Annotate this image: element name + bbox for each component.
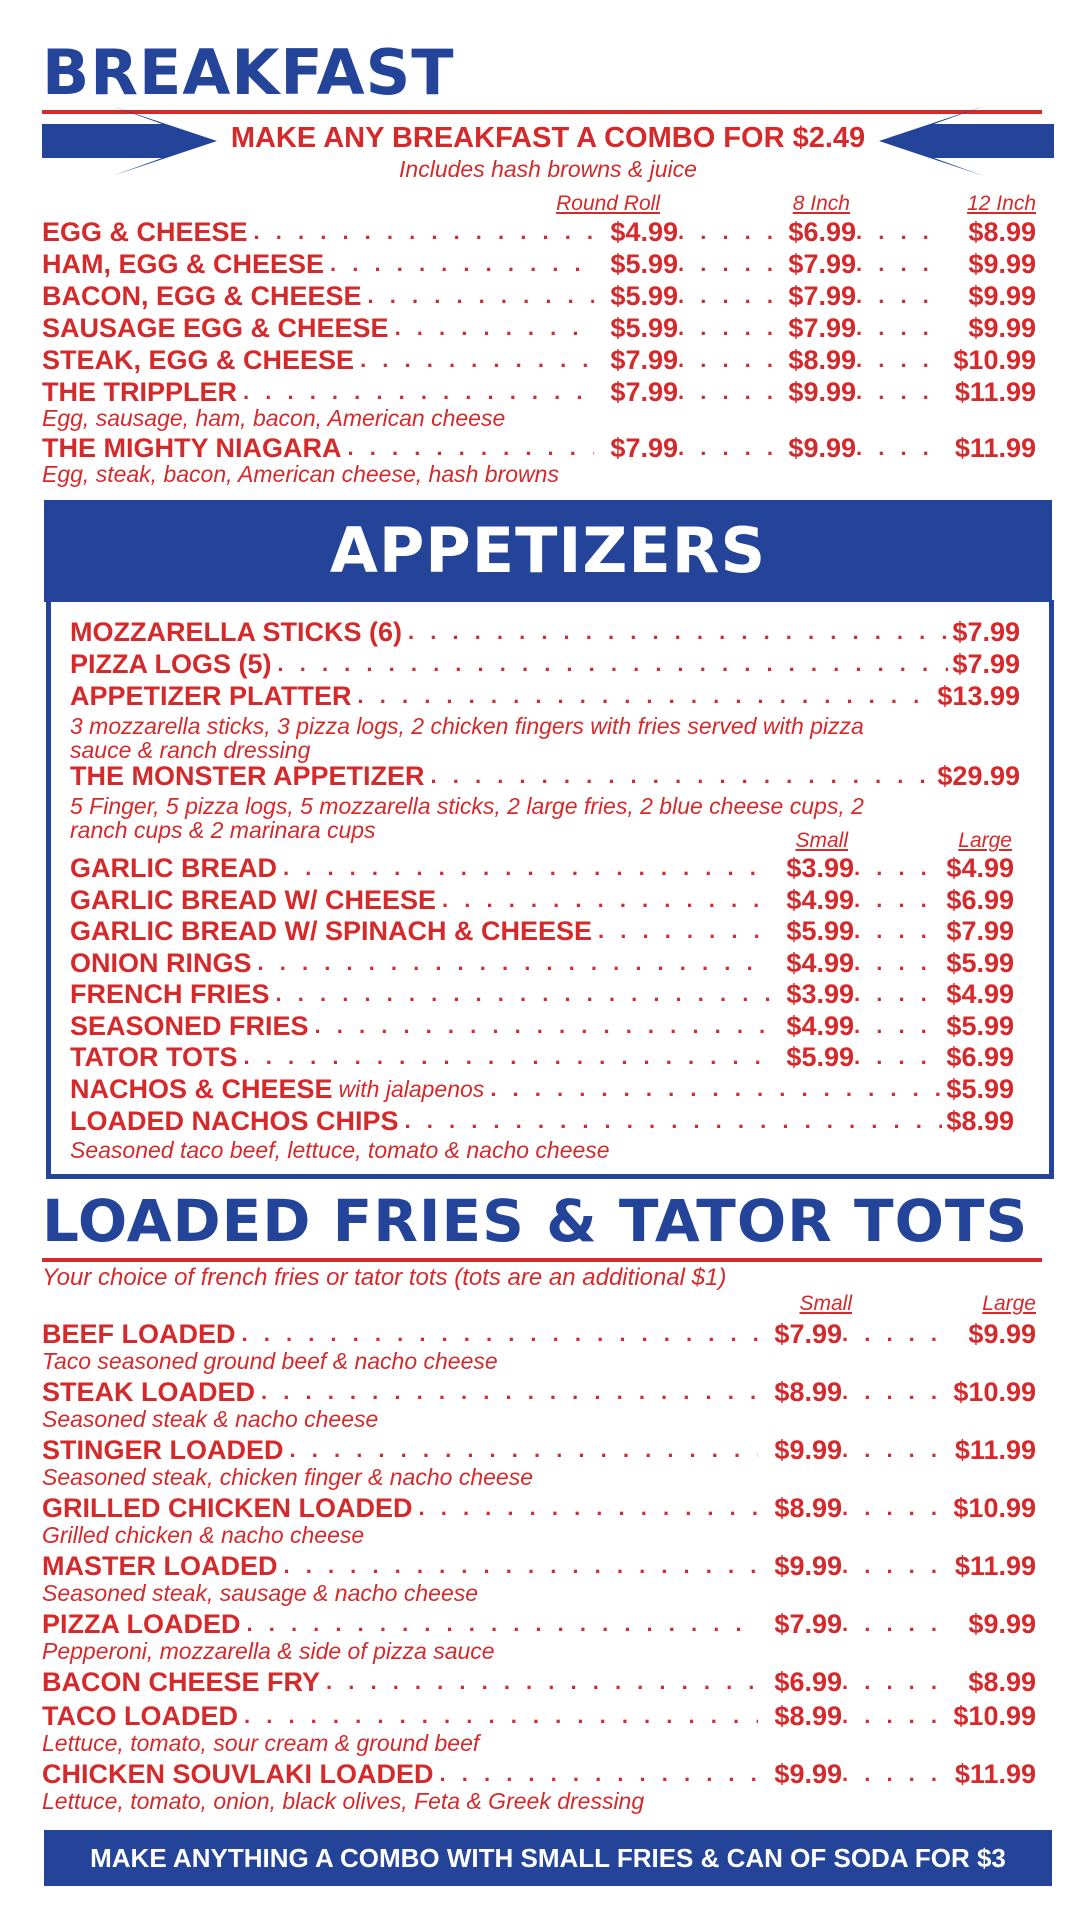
appetizers-header [44,500,1052,602]
loaded-item-row [42,1666,1036,1698]
item-description: sauce & ranch dressing [70,737,311,763]
item-name: GRILLED CHICKEN LOADED [42,1493,413,1523]
item-name: NACHOS & CHEESE [70,1074,333,1104]
item-name: GARLIC BREAD W/ CHEESE [70,884,437,915]
item-name: GARLIC BREAD [70,853,277,883]
dot-leader [842,1666,936,1698]
price-small: $8.99 [774,1377,842,1407]
breakfast-heading: BREAKFAST [42,36,455,109]
dot-leader [842,1376,936,1408]
price-large: $11.99 [954,1435,1036,1465]
loaded-nachos-row [70,1105,1014,1137]
dot-leader [856,312,936,344]
item-name: STINGER LOADED [42,1435,284,1465]
item-description: Taco seasoned ground beef & nacho cheese [42,1348,498,1374]
loaded-item-row [42,1758,1036,1790]
appetizer-item-row [70,616,1020,648]
dot-leader [856,376,936,408]
price-small: $5.99 [786,1042,854,1072]
breakfast-item-row [42,376,1036,408]
price-round-roll: $5.99 [610,249,678,279]
price-large: $7.99 [946,916,1014,946]
dot-leader [678,344,772,376]
item-description: Seasoned steak, sausage & nacho cheese [42,1580,479,1606]
dot-leader [678,432,772,464]
price-large: $6.99 [946,884,1014,915]
loaded-item-row [42,1492,1036,1524]
item-name: BACON CHEESE FRY [42,1667,321,1697]
dot-leader [856,280,936,312]
footer-banner [44,1830,1052,1886]
appetizer-sized-row [70,978,1014,1010]
item-description: Pepperoni, mozzarella & side of pizza sauce [42,1638,495,1664]
item-name: THE TRIPPLER [42,377,238,407]
dot-leader [678,376,772,408]
appetizer-sized-row [70,947,1014,979]
price-large: $11.99 [954,1551,1036,1581]
item-price: $5.99 [946,1074,1014,1104]
item-name: GARLIC BREAD W/ SPINACH & CHEESE [70,916,593,946]
price-8-inch: $9.99 [788,433,856,463]
item-name: HAM, EGG & CHEESE [42,249,325,279]
price-large: $10.99 [953,1701,1036,1731]
item-name: THE MONSTER APPETIZER [70,761,425,791]
dot-leader [368,280,594,312]
item-name: ONION RINGS [70,947,252,978]
item-name: BEEF LOADED [42,1319,236,1349]
item-name: SAUSAGE EGG & CHEESE [42,313,389,343]
price-8-inch: $7.99 [788,281,856,311]
dot-leader [419,1492,759,1524]
dot-leader [330,248,594,280]
item-name: EGG & CHEESE [42,217,248,247]
appetizer-item-row [70,680,1020,712]
dot-leader [854,884,934,916]
item-name: TATOR TOTS [70,1042,238,1072]
price-8-inch: $8.99 [788,345,856,375]
loaded-item-row [42,1700,1036,1732]
col-8-inch: 8 Inch [792,192,850,215]
dot-leader [261,1376,758,1408]
price-large: $11.99 [954,1759,1036,1789]
price-large: $9.99 [968,1319,1036,1349]
price-small: $8.99 [774,1493,842,1523]
dot-leader [842,1758,936,1790]
dot-leader [243,376,594,408]
dot-leader [405,1105,943,1137]
dot-leader [842,1700,936,1732]
item-price: $29.99 [937,761,1020,791]
price-small: $4.99 [786,1010,854,1041]
dot-leader [276,978,770,1010]
dot-leader [678,248,772,280]
price-round-roll: $5.99 [610,281,678,311]
dot-leader [598,915,770,947]
breakfast-item-row [42,344,1036,376]
item-name: FRENCH FRIES [70,979,270,1009]
item-name: PIZZA LOGS (5) [70,649,272,679]
item-description: Seasoned steak, chicken finger & nacho cheese [42,1464,533,1490]
item-name: STEAK, EGG & CHEESE [42,345,355,375]
item-description: Seasoned taco beef, lettuce, tomato & nacho cheese [70,1137,610,1163]
price-round-roll: $5.99 [610,313,678,343]
breakfast-item-row [42,312,1036,344]
appetizer-sized-row [70,852,1014,884]
item-description: Grilled chicken & nacho cheese [42,1522,365,1548]
price-12-inch: $10.99 [953,345,1036,375]
dot-leader [842,1608,936,1640]
item-description: 5 Finger, 5 pizza logs, 5 mozzarella sticks, 2 large fries, 2 blue cheese cups, 2 [70,793,864,819]
appetizer-col-small: Small [795,829,848,852]
dot-leader [678,216,772,248]
price-large: $4.99 [946,853,1014,883]
dot-leader [842,1434,936,1466]
price-small: $3.99 [786,853,854,883]
appetizer-item-row [70,760,1020,792]
price-large: $4.99 [946,979,1014,1009]
dot-leader [856,344,936,376]
item-name: BACON, EGG & CHEESE [42,281,362,311]
item-name: LOADED NACHOS CHIPS [70,1106,399,1136]
price-small: $8.99 [774,1701,842,1731]
dot-leader [856,216,936,248]
price-small: $3.99 [786,979,854,1009]
price-8-inch: $9.99 [788,377,856,407]
combo-banner [42,106,1054,182]
item-price: $7.99 [952,617,1020,647]
loaded-subtitle: Your choice of french fries or tator tots (tots are an additional $1) [42,1264,727,1291]
item-name: MASTER LOADED [42,1551,278,1581]
price-small: $9.99 [774,1435,842,1465]
price-12-inch: $11.99 [954,377,1036,407]
appetizer-sized-row [70,884,1014,916]
col-round-roll: Round Roll [556,192,660,215]
price-small: $6.99 [774,1667,842,1697]
appetizer-sized-row [70,915,1014,947]
dot-leader [244,1700,758,1732]
dot-leader [258,947,770,979]
dot-leader [431,760,934,792]
col-12-inch: 12 Inch [967,192,1036,215]
dot-leader [244,1041,771,1073]
loaded-item-row [42,1318,1036,1350]
breakfast-item-row [42,216,1036,248]
dot-leader [326,1666,758,1698]
price-large: $9.99 [968,1609,1036,1639]
dot-leader [442,884,770,916]
dot-leader [395,312,594,344]
breakfast-item-row [42,432,1036,464]
price-8-inch: $7.99 [788,249,856,279]
item-name: STEAK LOADED [42,1377,256,1407]
dot-leader [856,432,936,464]
dot-leader [854,915,934,947]
price-small: $5.99 [786,916,854,946]
footer-text: MAKE ANYTHING A COMBO WITH SMALL FRIES & CAN OF SODA FOR $3 [90,1843,1006,1873]
price-12-inch: $9.99 [968,281,1036,311]
loaded-item-row [42,1550,1036,1582]
price-12-inch: $9.99 [968,313,1036,343]
price-small: $4.99 [786,884,854,915]
loaded-item-row [42,1608,1036,1640]
dot-leader [284,1550,759,1582]
price-small: $7.99 [774,1319,842,1349]
price-large: $10.99 [953,1493,1036,1523]
dot-leader [678,280,772,312]
combo-title: MAKE ANY BREAKFAST A COMBO FOR $2.49 [230,122,866,154]
loaded-rule [42,1258,1042,1262]
combo-subtitle: Includes hash browns & juice [399,156,697,182]
dot-leader [408,616,948,648]
item-price: $8.99 [946,1106,1014,1136]
item-name: TACO LOADED [42,1701,238,1731]
breakfast-item-row [42,280,1036,312]
price-12-inch: $11.99 [954,433,1036,463]
item-description: Lettuce, tomato, sour cream & ground beef [42,1730,480,1756]
dot-leader [842,1550,936,1582]
price-large: $6.99 [946,1042,1014,1072]
item-description: Seasoned steak & nacho cheese [42,1406,379,1432]
price-round-roll: $7.99 [610,345,678,375]
price-small: $9.99 [774,1759,842,1789]
dot-leader [242,1318,758,1350]
price-12-inch: $8.99 [968,217,1036,247]
loaded-col-small: Small [799,1292,852,1315]
item-name: PIZZA LOADED [42,1609,241,1639]
dot-leader [678,312,772,344]
loaded-item-row [42,1434,1036,1466]
item-name: CHICKEN SOUVLAKI LOADED [42,1759,434,1789]
item-description: 3 mozzarella sticks, 3 pizza logs, 2 chicken fingers with fries served with pizza [70,713,864,739]
breakfast-item-row [42,248,1036,280]
appetizer-sized-row [70,1010,1014,1042]
item-name: SEASONED FRIES [70,1010,309,1041]
price-round-roll: $7.99 [610,433,678,463]
appetizers-heading: APPETIZERS [329,514,767,587]
dot-leader [315,1010,770,1042]
item-price: $7.99 [952,649,1020,679]
dot-leader [290,1434,758,1466]
price-12-inch: $9.99 [968,249,1036,279]
item-description: Egg, sausage, ham, bacon, American cheese [42,405,506,431]
dot-leader [247,1608,759,1640]
item-description: Lettuce, tomato, onion, black olives, Feta & Greek dressing [42,1788,645,1814]
dot-leader [854,1041,934,1073]
price-round-roll: $7.99 [610,377,678,407]
price-8-inch: $6.99 [788,217,856,247]
dot-leader [358,680,934,712]
item-name: THE MIGHTY NIAGARA [42,433,342,463]
dot-leader [854,852,934,884]
appetizer-col-large: Large [958,829,1012,852]
dot-leader [854,1010,934,1042]
item-price: $13.99 [937,681,1020,711]
loaded-item-row [42,1376,1036,1408]
dot-leader [856,248,936,280]
loaded-col-large: Large [982,1292,1036,1315]
dot-leader [490,1073,942,1105]
item-note: with jalapenos [338,1076,485,1102]
price-small: $4.99 [786,947,854,978]
appetizer-sized-row [70,1041,1014,1073]
price-8-inch: $7.99 [788,313,856,343]
item-name: MOZZARELLA STICKS (6) [70,617,402,647]
item-description: Egg, steak, bacon, American cheese, hash browns [42,461,559,487]
dot-leader [854,978,934,1010]
dot-leader [440,1758,758,1790]
price-large: $8.99 [968,1667,1036,1697]
item-description: ranch cups & 2 marinara cups [70,817,376,843]
price-large: $5.99 [946,1010,1014,1041]
item-name: APPETIZER PLATTER [70,681,352,711]
price-large: $5.99 [946,947,1014,978]
dot-leader [842,1492,936,1524]
dot-leader [854,947,934,979]
dot-leader [254,216,594,248]
appetizer-item-row [70,648,1020,680]
dot-leader [278,648,949,680]
price-small: $7.99 [774,1609,842,1639]
price-small: $9.99 [774,1551,842,1581]
loaded-heading: LOADED FRIES & TATOR TOTS [42,1187,1029,1255]
dot-leader [283,852,770,884]
nachos-row [70,1073,1014,1105]
price-round-roll: $4.99 [610,217,678,247]
dot-leader [842,1318,936,1350]
dot-leader [348,432,594,464]
price-large: $10.99 [953,1377,1036,1407]
dot-leader [360,344,594,376]
